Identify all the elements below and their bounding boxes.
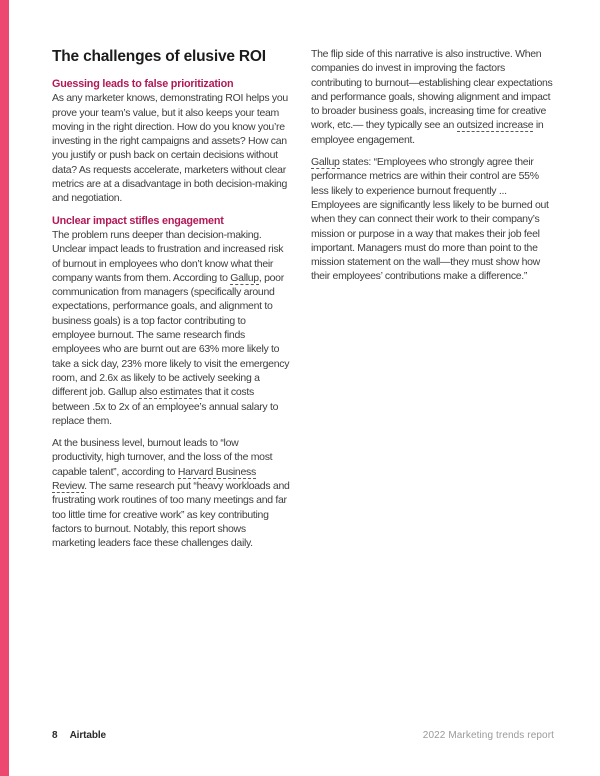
text-segment: At the business level, burnout leads to “low productivity, high turnover, and the loss of the most capable talent”, according to bbox=[52, 437, 273, 478]
text-segment: The flip side of this narrative is also instructive. When companies do invest in improving the factors contributing to burnout—establishing clear expectations and performance goals, showing alignment and impact to broader business goals, increasing time for creative work, etc.— they typically see an bbox=[311, 48, 553, 132]
section-subheading: Unclear impact stifles engagement bbox=[52, 214, 224, 227]
body-paragraph bbox=[52, 91, 290, 205]
body-paragraph bbox=[52, 228, 290, 428]
body-paragraph bbox=[311, 47, 557, 147]
text-segment: states: “Employees who strongly agree their performance metrics are within their control are 55% less likely to experience burnout frequently ... Employees are significantly less likely to be burned out when they can connect their work to their company’s mission or purpose in a way that makes their job feel important. Managers must do more than point to the mission statement on the wall—they must show how their employees’ contributions make a difference.” bbox=[311, 156, 549, 283]
reference-link[interactable]: Gallup bbox=[311, 156, 340, 169]
page-title: The challenges of elusive ROI bbox=[52, 48, 266, 65]
report-title: 2022 Marketing trends report bbox=[422, 730, 554, 741]
body-paragraph bbox=[311, 155, 557, 284]
left-column bbox=[52, 47, 290, 559]
text-segment: . The same research put “heavy workloads and frustrating work routines of too many meetings and far too little time for creative work” as key contributing factors to burnout. Notably, this report shows marketing leaders face these challenges daily. bbox=[52, 480, 290, 550]
article-body bbox=[52, 47, 557, 559]
reference-link[interactable]: Gallup bbox=[230, 271, 259, 284]
right-column bbox=[311, 47, 557, 559]
body-paragraph bbox=[52, 436, 290, 550]
reference-link[interactable]: also estimates bbox=[139, 386, 203, 399]
text-segment: As any marketer knows, demonstrating ROI helps you prove your team’s value, but it also keeps your team moving in the right direction. How do you know you’re investing in the right campaigns and assets? How can you justify or push back on certain decisions without data? As requests accelerate, marketers without clear metrics are at a disadvantage in both decision-making and negotiation. bbox=[52, 92, 288, 205]
reference-link[interactable]: Harvard Business Review bbox=[52, 465, 256, 493]
accent-bar bbox=[0, 0, 9, 776]
page-number: 8 bbox=[52, 730, 58, 741]
text-segment: The problem runs deeper than decision-making. Unclear impact leads to frustration and increased risk of burnout in employees who don’t know what their company wants from them. According to bbox=[52, 228, 284, 284]
section-subheading: Guessing leads to false prioritization bbox=[52, 78, 234, 90]
text-segment: , poor communication from managers (specifically around expectations, performance goals, and alignment to business goals) is a top factor contributing to employee burnout. The same research finds employees who are burnt out are 63% more likely to take a sick day, 23% more likely to visit the emergency room, and 2.6x as likely to be actively seeking a different job. Gallup bbox=[52, 271, 290, 399]
page-footer bbox=[52, 730, 554, 741]
text-segment: in employee engagement. bbox=[311, 119, 544, 146]
text-segment: that it costs between .5x to 2x of an employee’s annual salary to replace them. bbox=[52, 386, 279, 427]
brand-name: Airtable bbox=[69, 730, 106, 741]
reference-link[interactable]: outsized increase bbox=[456, 119, 534, 132]
